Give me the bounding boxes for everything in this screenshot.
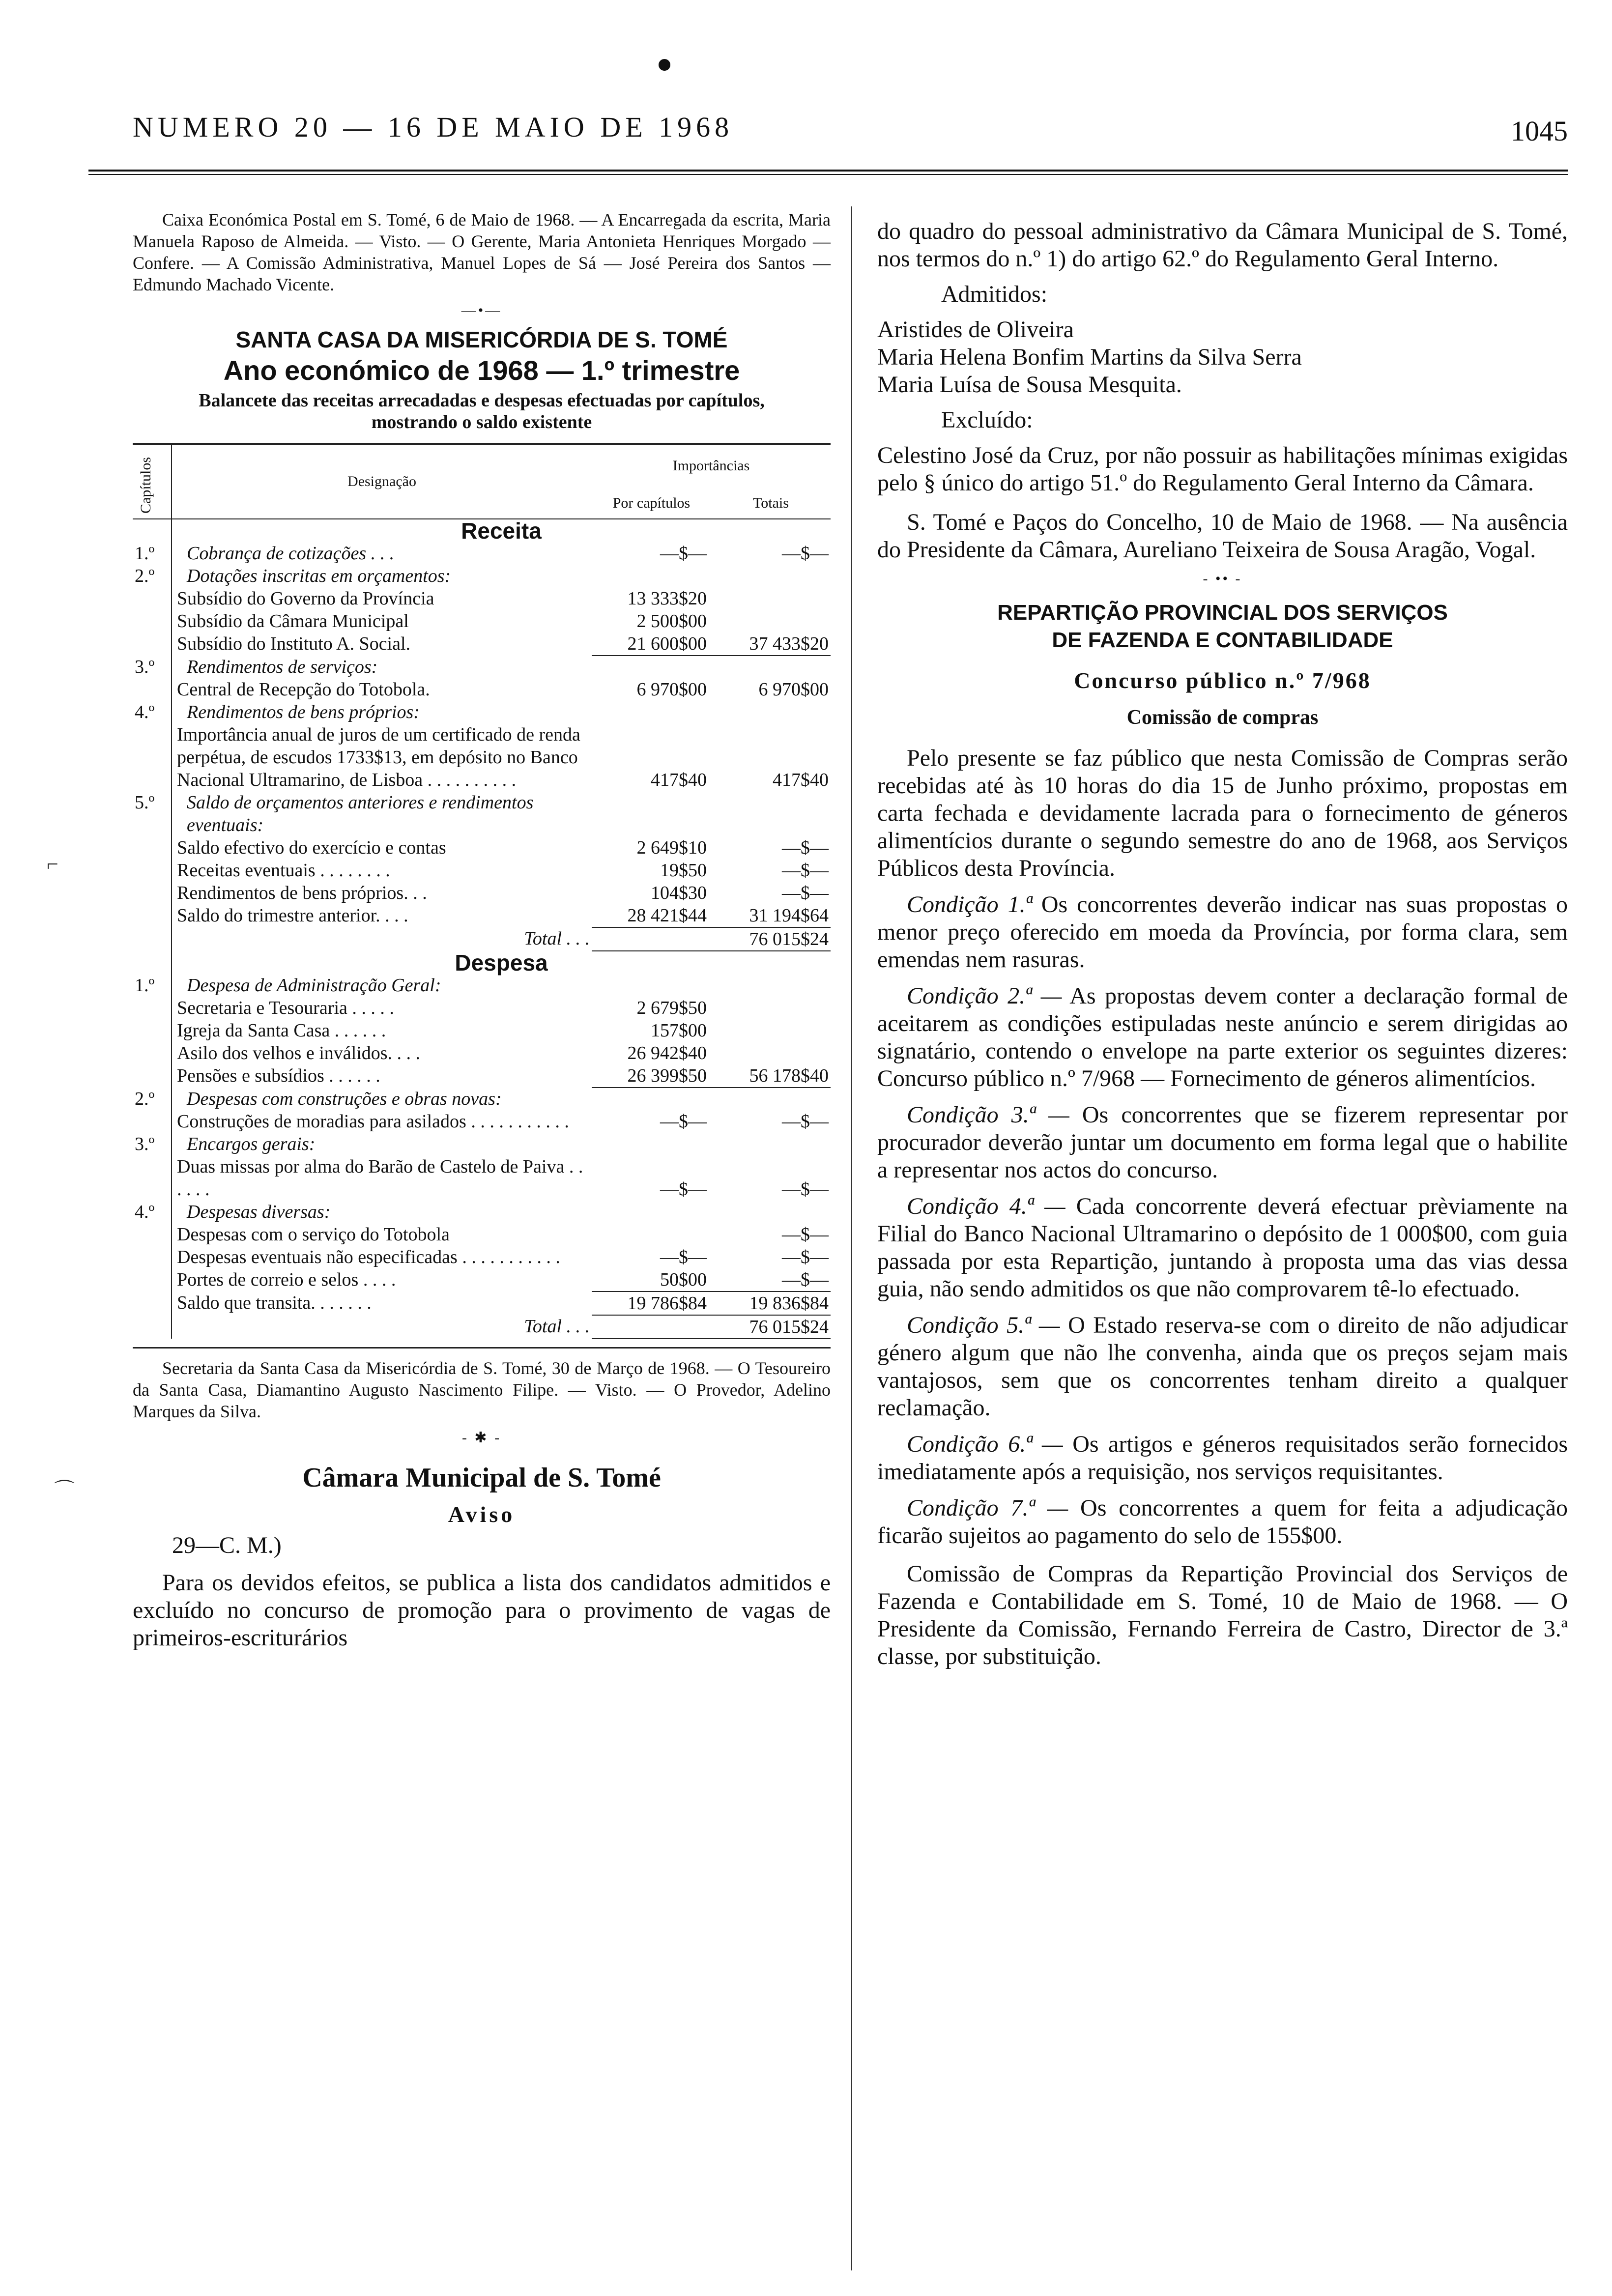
table-row <box>133 791 831 836</box>
row-chapter <box>133 1019 172 1042</box>
row-designation: Duas missas por alma do Barão de Castelo de Paiva . . . . . . <box>177 1156 583 1200</box>
col-por-capitulos: Por capítulos <box>612 495 691 511</box>
table-row <box>133 587 831 610</box>
issue-title: NUMERO 20 — 16 DE MAIO DE 1968 <box>133 111 734 143</box>
column-divider <box>851 206 852 2270</box>
table-row <box>133 836 831 859</box>
row-designation: Secretaria e Tesouraria . . . . . <box>177 998 394 1018</box>
row-total: —$— <box>782 1224 829 1245</box>
row-total <box>709 974 831 997</box>
row-designation: Saldo do trimestre anterior. . . . <box>177 905 408 926</box>
admitidos-label: Admitidos: <box>941 281 1048 307</box>
row-designation: Rendimentos de bens próprios. . . <box>177 883 427 903</box>
row-total <box>709 656 831 678</box>
conditions-list <box>877 882 1568 1550</box>
condition-label: Condição 5.ª — <box>907 1312 1060 1338</box>
row-total: 76 015$24 <box>709 1315 831 1339</box>
row-total: —$— <box>782 860 829 881</box>
row-designation: Despesas com construções e obras novas: <box>187 1089 502 1109</box>
table-row <box>133 927 831 951</box>
row-chapter <box>133 997 172 1019</box>
condition-text: Os concorrentes deverão indicar nas suas propostas o menor preço oferecido em moeda da Província, por forma clara, sem emendas nem rasuras. <box>877 891 1568 973</box>
row-chapter <box>133 678 172 701</box>
table-row <box>133 997 831 1019</box>
row-designation: Saldo de orçamentos anteriores e rendimentos eventuais: <box>187 792 534 835</box>
condition-text: As propostas devem conter a declaração formal de aceitarem as condições estipuladas neste anúncio e serem dirigidas ao signatário, contendo o envelope na parte exterior os seguintes dizeres: Concurso público n.º 7/968 — Fornecimento de géneros alimentícios. <box>877 983 1568 1091</box>
row-designation: Saldo efectivo do exercício e contas <box>177 837 446 858</box>
admitidos-list <box>877 316 1568 399</box>
reparticao-title-1: REPARTIÇÃO PROVINCIAL DOS SERVIÇOS <box>997 601 1448 625</box>
table-row <box>133 678 831 701</box>
condition-text: Os concorrentes a quem for feita a adjudicação ficarão sujeitos ao pagamento do selo de 155$00. <box>877 1495 1568 1549</box>
row-amount: —$— <box>660 543 707 564</box>
table-row <box>133 656 831 678</box>
row-designation: Rendimentos de bens próprios: <box>187 702 420 722</box>
table-row <box>133 723 831 791</box>
row-chapter <box>133 1064 172 1088</box>
row-total <box>709 997 831 1019</box>
table-row <box>133 1315 831 1339</box>
row-total <box>709 1201 831 1223</box>
divider: —•— <box>461 302 502 318</box>
row-designation: Encargos gerais: <box>187 1134 316 1154</box>
excluido-label: Excluído: <box>941 407 1033 433</box>
table-row <box>133 1201 831 1223</box>
row-designation: Central de Recepção do Totobola. <box>177 679 430 700</box>
row-amount: —$— <box>660 1247 707 1267</box>
row-amount <box>592 791 709 836</box>
row-chapter <box>133 1223 172 1246</box>
row-total <box>709 565 831 587</box>
row-total: 56 178$40 <box>709 1064 831 1088</box>
row-amount <box>592 565 709 587</box>
excluido-text: Celestino José da Cruz, por não possuir as habilitações mínimas exigidas pelo § único do artigo 51.º do Regulamento Geral Interno da Câmara. <box>877 442 1568 496</box>
row-total <box>709 1019 831 1042</box>
row-amount: —$— <box>660 1111 707 1132</box>
table-row <box>133 1064 831 1088</box>
table-row <box>133 859 831 882</box>
row-amount: 26 942$40 <box>627 1043 707 1063</box>
condition-label: Condição 2.ª — <box>907 983 1062 1009</box>
ano-economico: Ano económico de 1968 — 1.º trimestre <box>223 355 740 386</box>
row-designation: Subsídio do Instituto A. Social. <box>177 633 411 654</box>
comissao-closing: Comissão de Compras da Repartição Provincial dos Serviços de Fazenda e Contabilidade em S. Tomé, 10 de Maio de 1968. — O Presidente da Comissão, Fernando Ferreira de Castro, Director de 3.ª classe, por substituição. <box>877 1561 1568 1669</box>
condition-paragraph <box>877 1303 1568 1422</box>
table-row <box>133 1223 831 1246</box>
table-row <box>133 610 831 632</box>
row-amount: 13 333$20 <box>627 588 707 609</box>
row-amount: 21 600$00 <box>592 632 709 656</box>
row-designation: Receitas eventuais . . . . . . . . <box>177 860 390 881</box>
row-chapter <box>133 1155 172 1201</box>
table-row <box>133 1019 831 1042</box>
condition-text: Cada concorrente deverá efectuar prèviamente na Filial do Banco Nacional Ultramarino o depósito de 1 000$00, com guia passada por esta Repartição, juntando à proposta uma das vias dessa guia, não sendo admitidos os que não comprovarem tê-lo efectuado. <box>877 1193 1568 1302</box>
row-designation: Subsídio do Governo da Província <box>177 588 434 609</box>
row-designation: Total . . . <box>524 928 590 949</box>
row-chapter <box>133 1268 172 1292</box>
header-rule <box>88 170 1568 172</box>
header-rule-thin <box>88 174 1568 175</box>
row-chapter: 2.º <box>133 1088 172 1110</box>
row-amount <box>592 974 709 997</box>
row-amount: 26 399$50 <box>592 1064 709 1088</box>
row-amount <box>592 1201 709 1223</box>
table-row <box>133 974 831 997</box>
table-row <box>133 1292 831 1315</box>
admitido-item: Aristides de Oliveira <box>877 316 1074 343</box>
row-chapter: 3.º <box>133 656 172 678</box>
row-total: —$— <box>782 1111 829 1132</box>
row-amount: 104$30 <box>651 883 707 903</box>
row-total: —$— <box>782 1179 829 1200</box>
row-total: —$— <box>782 1247 829 1267</box>
row-amount <box>592 656 709 678</box>
condition-paragraph <box>877 1422 1568 1486</box>
condition-label: Condição 4.ª — <box>907 1193 1065 1219</box>
divider: - ✱ - <box>461 1430 502 1446</box>
row-chapter: 4.º <box>133 1201 172 1223</box>
row-total: 417$40 <box>773 770 829 790</box>
row-total: —$— <box>709 1268 831 1292</box>
balancete-table <box>133 443 831 1339</box>
row-chapter: 5.º <box>133 791 172 836</box>
condition-label: Condição 1.ª <box>907 891 1032 918</box>
row-total: —$— <box>782 883 829 903</box>
row-total: 31 194$64 <box>709 904 831 927</box>
left-column <box>133 209 831 1652</box>
concurso-intro: Pelo presente se faz público que nesta Comissão de Compras serão recebidas até às 10 horas do dia 15 de Junho próximo, propostas em carta fechada e devidamente lacrada para o fornecimento de géneros alimentícios durante o segundo semestre do ano de 1968, aos Serviços Públicos desta Província. <box>877 745 1568 881</box>
row-amount: 2 649$10 <box>636 837 707 858</box>
row-total <box>709 1042 831 1064</box>
row-designation: Saldo que transita. . . . . . . <box>177 1292 372 1313</box>
condition-paragraph <box>877 1184 1568 1303</box>
row-total: 6 970$00 <box>758 679 829 700</box>
row-chapter <box>133 904 172 927</box>
condition-paragraph <box>877 974 1568 1092</box>
col-importancias: Importâncias Por capítulos Totais <box>592 444 831 519</box>
col-capitulos: Capítulos <box>133 444 172 519</box>
row-designation: Pensões e subsídios . . . . . . <box>177 1065 380 1086</box>
row-amount <box>592 1133 709 1155</box>
condition-paragraph <box>877 1486 1568 1550</box>
row-total <box>709 587 831 610</box>
row-chapter: 3.º <box>133 1133 172 1155</box>
balancete-subtitle: Balancete das receitas arrecadadas e despesas efectuadas por capítulos, mostrando o saldo existente <box>199 390 765 432</box>
row-total: —$— <box>782 543 829 564</box>
table-row <box>133 542 831 565</box>
receita-heading: Receita <box>461 518 542 544</box>
col-totais: Totais <box>753 495 789 511</box>
camara-continued: do quadro do pessoal administrativo da Câmara Municipal de S. Tomé, nos termos do n.º 1) do artigo 62.º do Regulamento Geral Interno. <box>877 218 1568 272</box>
condition-label: Condição 7.ª — <box>907 1495 1068 1521</box>
despesa-heading: Despesa <box>455 950 548 976</box>
condition-paragraph <box>877 1092 1568 1184</box>
row-designation: Cobrança de cotizações . . . <box>187 543 395 564</box>
row-amount <box>592 1088 709 1110</box>
right-column <box>877 209 1568 1670</box>
santa-casa-title: SANTA CASA DA MISERICÓRDIA DE S. TOMÉ <box>235 327 728 352</box>
reparticao-title-2: DE FAZENDA E CONTABILIDADE <box>1052 628 1393 652</box>
row-chapter <box>133 1042 172 1064</box>
row-chapter <box>133 587 172 610</box>
row-chapter <box>133 836 172 859</box>
condition-text: Os concorrentes que se fizerem representar por procurador deverão juntar um documento em forma legal que o habilite a representar nos actos do concurso. <box>877 1102 1568 1183</box>
row-amount <box>592 701 709 723</box>
row-designation: Igreja da Santa Casa . . . . . . <box>177 1020 386 1041</box>
condition-text: O Estado reserva-se com o direito de não adjudicar género algum que não lhe convenha, ainda que os preços sejam mais vantajosos, sem que os concorrentes tenham direito a qualquer reclamação. <box>877 1312 1568 1421</box>
page-number: 1045 <box>1511 115 1568 147</box>
row-amount <box>592 1315 709 1339</box>
table-row <box>133 1246 831 1268</box>
row-chapter: 1.º <box>133 974 172 997</box>
margin-mark: ⌒ <box>54 1480 75 1502</box>
row-chapter: 4.º <box>133 701 172 723</box>
admitido-item: Maria Helena Bonfim Martins da Silva Serra <box>877 344 1302 370</box>
table-row <box>133 701 831 723</box>
row-total: 76 015$24 <box>709 927 831 951</box>
row-chapter <box>133 610 172 632</box>
table-row <box>133 632 831 656</box>
row-amount: 2 500$00 <box>636 611 707 631</box>
table-row <box>133 1268 831 1292</box>
divider: - •• - <box>1203 571 1242 587</box>
row-amount: 417$40 <box>651 770 707 790</box>
row-chapter <box>133 723 172 791</box>
camara-title: Câmara Municipal de S. Tomé <box>302 1463 661 1493</box>
ink-dot <box>659 59 670 71</box>
table-row <box>133 904 831 927</box>
row-designation: Despesa de Administração Geral: <box>187 975 441 996</box>
row-chapter <box>133 1246 172 1268</box>
concurso-heading: Concurso público n.º 7/968 <box>1074 668 1371 693</box>
row-chapter <box>133 1110 172 1133</box>
row-designation: Asilo dos velhos e inválidos. . . . <box>177 1043 421 1063</box>
condition-paragraph <box>877 882 1568 974</box>
secretaria-note: Secretaria da Santa Casa da Misericórdia de S. Tomé, 30 de Março de 1968. — O Tesoureiro da Santa Casa, Diamantino Augusto Nascimento Filipe. — Visto. — O Provedor, Adelino Marques da Silva. <box>133 1358 831 1421</box>
row-designation: Dotações inscritas em orçamentos: <box>187 566 451 586</box>
table-row <box>133 1088 831 1110</box>
row-amount <box>592 927 709 951</box>
row-chapter: 2.º <box>133 565 172 587</box>
row-designation: Rendimentos de serviços: <box>187 657 378 677</box>
table-row <box>133 1155 831 1201</box>
condition-label: Condição 6.ª — <box>907 1431 1063 1457</box>
row-amount <box>592 1223 709 1246</box>
row-amount: 157$00 <box>651 1020 707 1041</box>
caixa-note: Caixa Económica Postal em S. Tomé, 6 de Maio de 1968. — A Encarregada da escrita, Maria Manuela Raposo de Almeida. — Visto. — O Gerente, Maria Antonieta Henriques Morgado — Confere. — A Comissão Administrativa, Manuel Lopes de Sá — José Pereira dos Santos — Edmundo Machado Vicente. <box>133 210 831 294</box>
receita-rows <box>133 542 831 951</box>
table-row <box>133 882 831 904</box>
row-amount: —$— <box>660 1179 707 1200</box>
table-row <box>133 565 831 587</box>
aviso-heading: Aviso <box>448 1502 516 1527</box>
comissao-heading: Comissão de compras <box>1126 706 1319 729</box>
row-designation: Despesas diversas: <box>187 1202 331 1222</box>
despesa-rows <box>133 974 831 1339</box>
row-chapter <box>133 927 172 951</box>
table-row <box>133 1042 831 1064</box>
row-designation: Portes de correio e selos . . . . <box>177 1269 396 1290</box>
row-total <box>709 701 831 723</box>
row-chapter <box>133 1292 172 1315</box>
row-amount: 50$00 <box>592 1268 709 1292</box>
condition-text: Os artigos e géneros requisitados serão fornecidos imediatamente após a requisição, nos serviços requisitantes. <box>877 1431 1568 1485</box>
row-amount: 6 970$00 <box>636 679 707 700</box>
row-chapter <box>133 859 172 882</box>
row-chapter <box>133 632 172 656</box>
row-chapter <box>133 882 172 904</box>
row-chapter <box>133 1315 172 1339</box>
row-total <box>709 610 831 632</box>
page-header <box>98 111 1568 150</box>
table-row <box>133 1110 831 1133</box>
camara-signature: S. Tomé e Paços do Concelho, 10 de Maio de 1968. — Na ausência do Presidente da Câmara, Aureliano Teixeira de Sousa Aragão, Vogal. <box>877 509 1568 563</box>
row-designation: Construções de moradias para asilados . . . . . . . . . . . <box>177 1111 569 1132</box>
row-total: —$— <box>782 837 829 858</box>
aviso-text: Para os devidos efeitos, se publica a lista dos candidatos admitidos e excluído no concurso de promoção para o provimento de vagas de primeiros-escriturários <box>133 1570 831 1651</box>
row-designation: Total . . . <box>524 1316 590 1337</box>
row-designation: Importância anual de juros de um certificado de renda perpétua, de escudos 1733$13, em depósito no Banco Nacional Ultramarino, de Lisboa . . . . . . . . . . <box>177 724 580 790</box>
table-row <box>133 1133 831 1155</box>
row-designation: Subsídio da Câmara Municipal <box>177 611 409 631</box>
margin-mark: ⌐ <box>47 853 58 876</box>
row-total <box>709 1133 831 1155</box>
row-total <box>709 791 831 836</box>
admitido-item: Maria Luísa de Sousa Mesquita. <box>877 372 1182 398</box>
row-total: 19 836$84 <box>709 1292 831 1315</box>
aviso-ref: 29—C. M.) <box>172 1532 282 1558</box>
row-designation: Despesas com o serviço do Totobola <box>177 1224 450 1245</box>
row-amount: 28 421$44 <box>592 904 709 927</box>
row-amount: 19 786$84 <box>592 1292 709 1315</box>
row-designation: Despesas eventuais não especificadas . . . . . . . . . . . <box>177 1247 560 1267</box>
row-total <box>709 1088 831 1110</box>
condition-label: Condição 3.ª — <box>907 1102 1069 1128</box>
row-amount: 2 679$50 <box>636 998 707 1018</box>
row-amount: 19$50 <box>660 860 707 881</box>
row-total: 37 433$20 <box>709 632 831 656</box>
row-chapter: 1.º <box>133 542 172 565</box>
col-designacao: Designação <box>172 444 592 519</box>
